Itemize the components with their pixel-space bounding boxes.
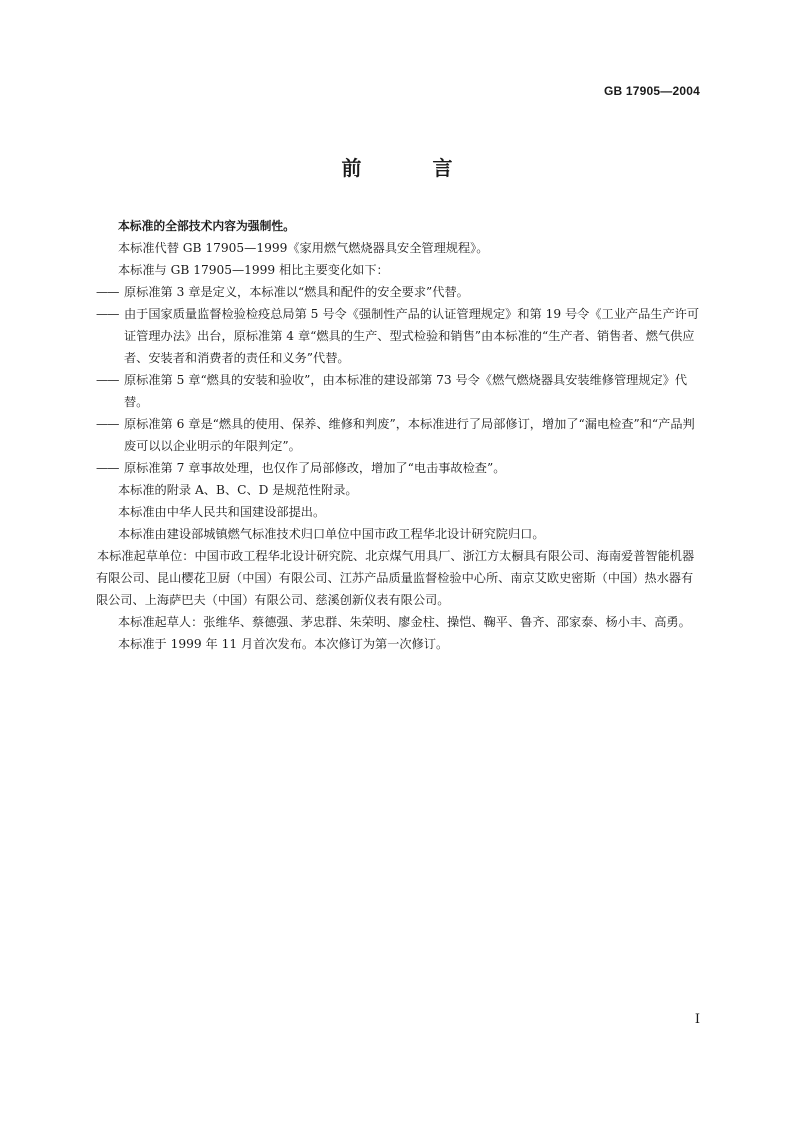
page-title: 前 言 [341,156,485,180]
change-text: 原标准第 6 章是“燃具的使用、保养、维修和判废”，本标准进行了局部修订，增加了“漏电检查”和“产品判废可以以企业明示的年限判定”。 [124,417,695,453]
dash-marker: —— [96,461,119,475]
page-number: I [694,1012,700,1027]
paragraph-proposer: 本标准由中华人民共和国建设部提出。 [118,505,326,519]
change-list [96,281,703,479]
change-item [96,413,703,457]
paragraph-replaces: 本标准代替 GB 17905—1999《家用燃气燃烧器具安全管理规程》。 [118,241,489,255]
paragraph-appendix: 本标准的附录 A、B、C、D 是规范性附录。 [118,483,358,497]
paragraph-drafters: 本标准起草人：张维华、蔡德强、茅忠群、朱荣明、廖金柱、操恺、鞠平、鲁齐、邵家泰、杨小丰、高勇。 [118,615,691,629]
change-text: 原标准第 7 章事故处理，也仅作了局部修改，增加了“电击事故检查”。 [124,461,506,475]
change-item [96,303,703,369]
dash-marker: —— [96,285,119,299]
paragraph-drafting-units: 本标准起草单位：中国市政工程华北设计研究院、北京煤气用具厂、浙江方太橱具有限公司、海南爱普智能机器有限公司、昆山樱花卫厨（中国）有限公司、江苏产品质量监督检验中心所、南京艾欧史密斯（中国）热水器有限公司、上海萨巴夫（中国）有限公司、慈溪创新仪表有限公司。 [96,549,695,607]
dash-marker: —— [96,417,119,431]
preface-body [96,215,703,655]
dash-marker: —— [96,373,119,387]
paragraph-changes-intro: 本标准与 GB 17905—1999 相比主要变化如下： [118,263,389,277]
paragraph-administrator: 本标准由建设部城镇燃气标准技术归口单位中国市政工程华北设计研究院归口。 [118,527,545,541]
paragraph-mandatory: 本标准的全部技术内容为强制性。 [118,219,295,233]
standard-code: GB 17905—2004 [604,84,700,98]
change-text: 原标准第 5 章“燃具的安装和验收”，由本标准的建设部第 73 号令《燃气燃烧器具安装维修管理规定》代替。 [124,373,688,409]
paragraph-history: 本标准于 1999 年 11 月首次发布。本次修订为第一次修订。 [118,637,449,651]
change-item [96,281,703,303]
change-text: 原标准第 3 章是定义，本标准以“燃具和配件的安全要求”代替。 [124,285,469,299]
change-text: 由于国家质量监督检验检疫总局第 5 号令《强制性产品的认证管理规定》和第 19 号令《工业产品生产许可证管理办法》出台，原标准第 4 章“燃具的生产、型式检验和销售”由本标准的“生产者、销售者、燃气供应者、安装者和消费者的责任和义务”代替。 [124,307,700,365]
dash-marker: —— [96,307,119,321]
change-item [96,457,703,479]
change-item [96,369,703,413]
